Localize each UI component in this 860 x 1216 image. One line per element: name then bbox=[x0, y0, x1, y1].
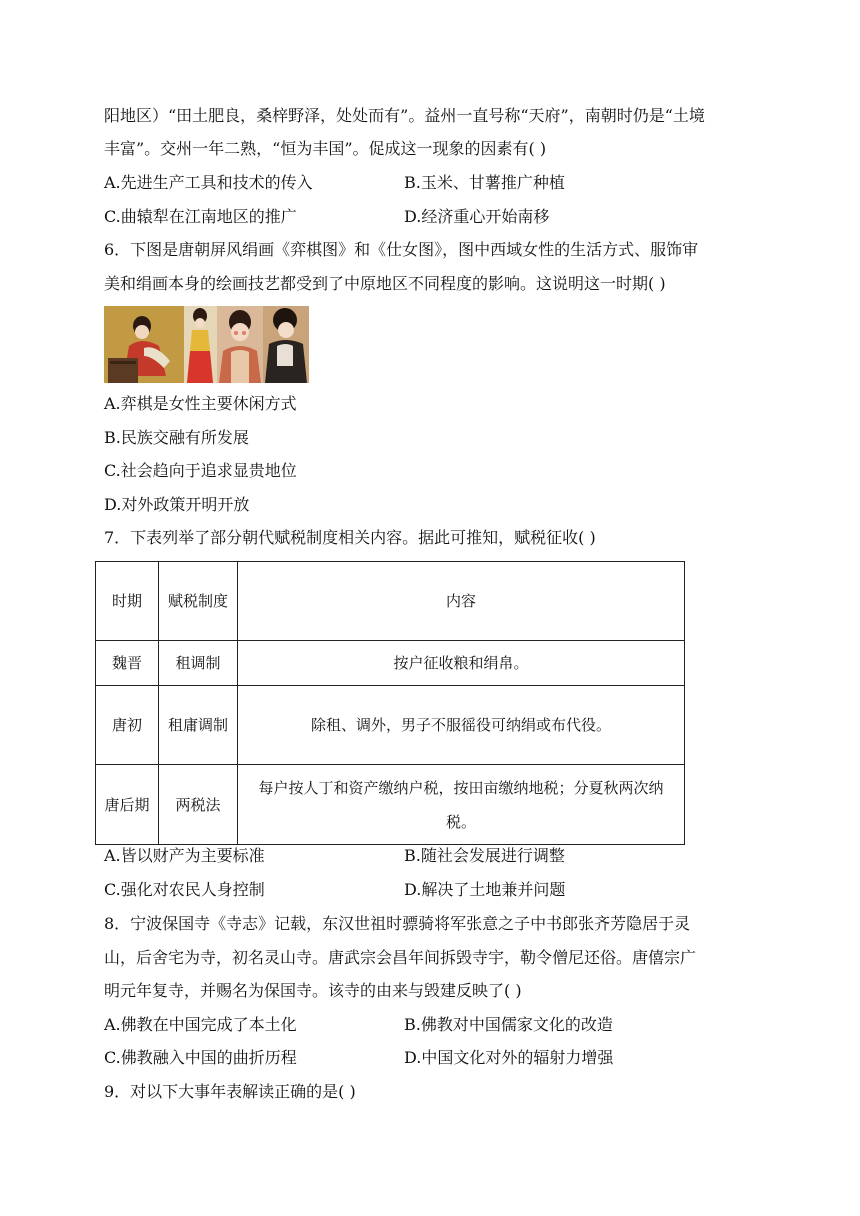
q5-option-a: A.先进生产工具和技术的传入 bbox=[104, 173, 313, 192]
q5-line-2: 丰富”。交州一年二熟，“恒为丰国”。促成这一现象的因素有( ) bbox=[104, 139, 547, 158]
cell-period: 魏晋 bbox=[96, 641, 159, 686]
cell-content: 除租、调外，男子不服徭役可纳绢或布代役。 bbox=[238, 686, 685, 765]
q6-option-d: D.对外政策开明开放 bbox=[104, 495, 250, 514]
q8-option-c: C.佛教融入中国的曲折历程 bbox=[104, 1048, 297, 1067]
cell-period: 唐初 bbox=[96, 686, 159, 765]
court-lady-painting-2 bbox=[217, 306, 263, 383]
q8-option-b: B.佛教对中国儒家文化的改造 bbox=[404, 1015, 613, 1034]
cell-tax-system: 两税法 bbox=[159, 765, 238, 845]
cell-content: 每户按人丁和资产缴纳户税，按田亩缴纳地税；分夏秋两次纳税。 bbox=[238, 765, 685, 845]
court-lady-painting-3 bbox=[263, 306, 309, 383]
header-tax-system: 赋税制度 bbox=[159, 562, 238, 641]
q7-line-1: 7．下表列举了部分朝代赋税制度相关内容。据此可推知，赋税征收( ) bbox=[104, 528, 596, 547]
tax-system-table bbox=[95, 561, 685, 845]
q7-option-a: A.皆以财产为主要标准 bbox=[104, 846, 265, 865]
table-row bbox=[96, 686, 685, 765]
q6-line-1: 6．下图是唐朝屏风绢画《弈棋图》和《仕女图》，图中西域女性的生活方式、服饰审 bbox=[104, 240, 699, 259]
table-row bbox=[96, 641, 685, 686]
q7-option-b: B.随社会发展进行调整 bbox=[404, 846, 565, 865]
q5-option-c: C.曲辕犁在江南地区的推广 bbox=[104, 207, 297, 226]
header-content: 内容 bbox=[238, 562, 685, 641]
weiqi-painting bbox=[104, 306, 184, 383]
cell-tax-system: 租庸调制 bbox=[159, 686, 238, 765]
q6-line-2: 美和绢画本身的绘画技艺都受到了中原地区不同程度的影响。这说明这一时期( ) bbox=[104, 274, 666, 293]
cell-content: 按户征收粮和绢帛。 bbox=[238, 641, 685, 686]
table-row bbox=[96, 765, 685, 845]
cell-period: 唐后期 bbox=[96, 765, 159, 845]
q5-line-1: 阳地区）“田土肥良，桑梓野泽，处处而有”。益州一直号称“天府”，南朝时仍是“土境 bbox=[104, 106, 705, 125]
cell-tax-system: 租调制 bbox=[159, 641, 238, 686]
q8-line-1: 8．宁波保国寺《寺志》记载，东汉世祖时骠骑将军张意之子中书郎张齐芳隐居于灵 bbox=[104, 914, 691, 933]
q5-option-d: D.经济重心开始南移 bbox=[404, 207, 550, 226]
q9-line-1: 9．对以下大事年表解读正确的是( ) bbox=[104, 1082, 356, 1101]
q8-option-a: A.佛教在中国完成了本土化 bbox=[104, 1015, 297, 1034]
header-period: 时期 bbox=[96, 562, 159, 641]
q8-line-3: 明元年复寺，并赐名为保国寺。该寺的由来与毁建反映了( ) bbox=[104, 981, 522, 1000]
q8-line-2: 山，后舍宅为寺，初名灵山寺。唐武宗会昌年间拆毁寺宇，勒令僧尼还俗。唐僖宗广 bbox=[104, 948, 697, 967]
q5-option-b: B.玉米、甘薯推广种植 bbox=[404, 173, 565, 192]
q6-option-a: A.弈棋是女性主要休闲方式 bbox=[104, 394, 297, 413]
table-header-row bbox=[96, 562, 685, 641]
q7-option-c: C.强化对农民人身控制 bbox=[104, 880, 265, 899]
court-lady-painting-1 bbox=[184, 306, 217, 383]
q6-option-c: C.社会趋向于追求显贵地位 bbox=[104, 461, 297, 480]
q8-option-d: D.中国文化对外的辐射力增强 bbox=[404, 1048, 614, 1067]
q6-option-b: B.民族交融有所发展 bbox=[104, 428, 249, 447]
q7-option-d: D.解决了土地兼并问题 bbox=[404, 880, 566, 899]
tang-silk-paintings-image bbox=[104, 306, 309, 383]
